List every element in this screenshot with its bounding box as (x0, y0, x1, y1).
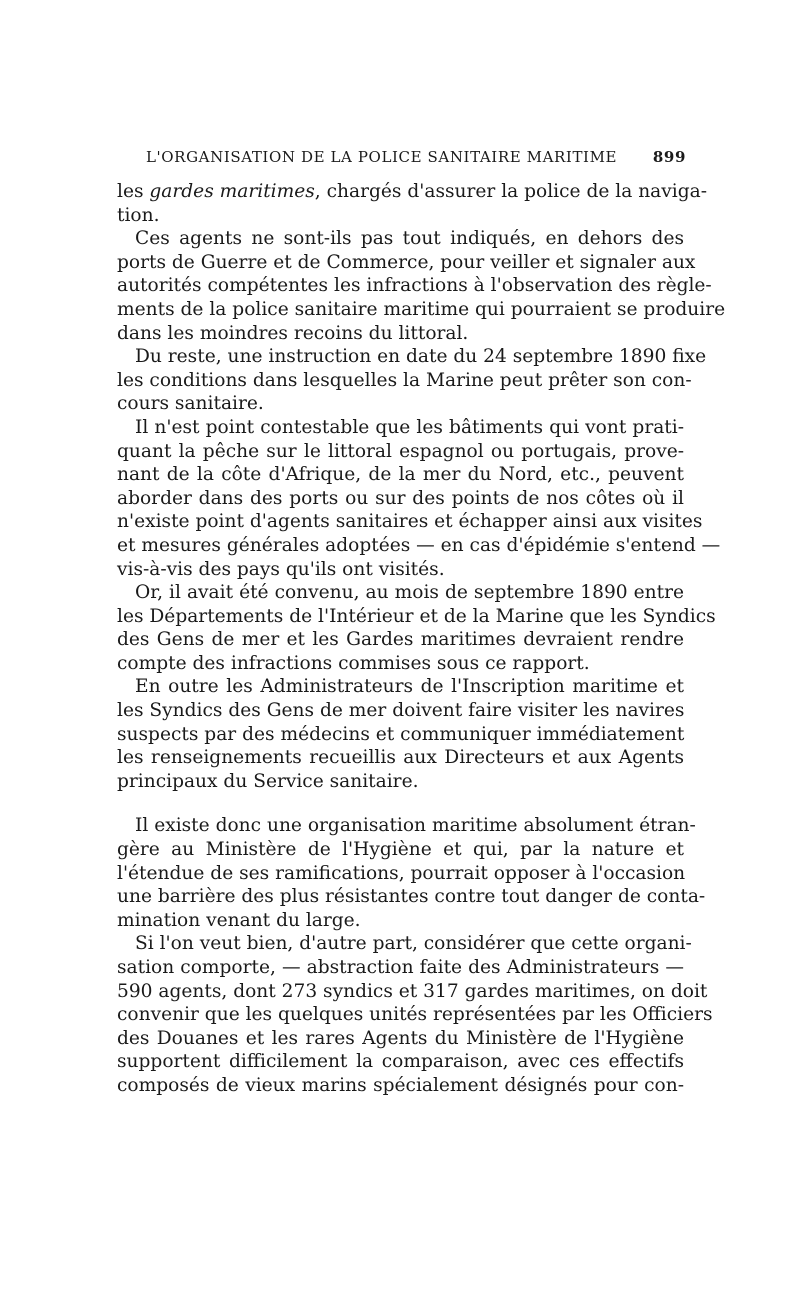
text-line: compte des infractions commises sous ce rapport. (117, 652, 590, 674)
text-line: Or, il avait été convenu, au mois de septembre 1890 entre (135, 582, 684, 604)
text-line: ments de la police sanitaire maritime qui pourraient se produire (117, 298, 726, 320)
text-line: convenir que les quelques unités représentées par les Officiers (117, 1004, 713, 1026)
text-line: principaux du Service sanitaire. (117, 770, 419, 792)
text-line: l'étendue de ses ramifications, pourrait opposer à l'occasion (117, 862, 686, 884)
text-line: les Départements de l'Intérieur et de la Marine que les Syndics (117, 605, 716, 627)
text-line: 590 agents, dont 273 syndics et 317 gardes maritimes, on doit (117, 980, 708, 1002)
text-line: des Douanes et les rares Agents du Ministère de l'Hygiène (117, 1027, 684, 1049)
text-line: des Gens de mer et les Gardes maritimes devraient rendre (117, 629, 684, 651)
section-gap (117, 793, 684, 814)
page-number: 899 (652, 148, 686, 166)
text-line: suspects par des médecins et communiquer immédiatement (117, 723, 685, 745)
text-line: n'existe point d'agents sanitaires et échapper ainsi aux visites (117, 511, 703, 533)
paragraph (117, 675, 684, 793)
text-line: les conditions dans lesquelles la Marine peut prêter son con- (117, 369, 692, 391)
paragraph (117, 814, 706, 932)
text-line: Ces agents ne sont-ils pas tout indiqués, en dehors des (135, 228, 684, 250)
text-line: Il existe donc une organisation maritime absolument étran- (135, 815, 696, 837)
text-line: aborder dans des ports ou sur des points de nos côtes où il (117, 487, 684, 509)
paragraph (117, 932, 713, 1097)
running-header (146, 148, 686, 166)
text-line: ports de Guerre et de Commerce, pour veiller et signaler aux (117, 251, 696, 273)
text-line: supportent difficilement la comparaison, avec ces effectifs (117, 1051, 684, 1073)
paragraph (117, 227, 726, 345)
text-line: tion. (117, 204, 160, 226)
text-line: cours sanitaire. (117, 393, 264, 415)
text-line: En outre les Administrateurs de l'Inscription maritime et (135, 676, 684, 698)
paragraph (117, 416, 721, 581)
text-line: les gardes maritimes, chargés d'assurer la police de la naviga- (117, 181, 707, 202)
paragraph (117, 180, 707, 227)
text-line: dans les moindres recoins du littoral. (117, 322, 469, 344)
text-line: Si l'on veut bien, d'autre part, considérer que cette organi- (135, 933, 692, 955)
paragraph (117, 581, 716, 675)
text-line: les Syndics des Gens de mer doivent faire visiter les navires (117, 700, 685, 722)
text-line: nant de la côte d'Afrique, de la mer du Nord, etc., peuvent (117, 464, 684, 486)
body-text (117, 180, 726, 1098)
running-title: L'ORGANISATION DE LA POLICE SANITAIRE MARITIME (146, 148, 618, 166)
text-line: quant la pêche sur le littoral espagnol ou portugais, prove- (117, 440, 684, 462)
text-line: Il n'est point contestable que les bâtiments qui vont prati- (135, 416, 684, 438)
text-line: Du reste, une instruction en date du 24 septembre 1890 fixe (135, 346, 707, 368)
paragraph (117, 345, 707, 416)
text-line: mination venant du large. (117, 909, 361, 931)
text-line: autorités compétentes les infractions à l'observation des règle- (117, 275, 712, 297)
text-line: vis-à-vis des pays qu'ils ont visités. (117, 558, 445, 580)
text-line: sation comporte, — abstraction faite des Administrateurs — (117, 957, 684, 978)
text-line: et mesures générales adoptées — en cas d'épidémie s'entend — (117, 534, 721, 556)
text-line: les renseignements recueillis aux Directeurs et aux Agents (117, 747, 684, 769)
text-line: gère au Ministère de l'Hygiène et qui, par la nature et (117, 839, 684, 861)
text-line: une barrière des plus résistantes contre tout danger de conta- (117, 886, 706, 908)
text-line: composés de vieux marins spécialement désignés pour con- (117, 1074, 684, 1096)
